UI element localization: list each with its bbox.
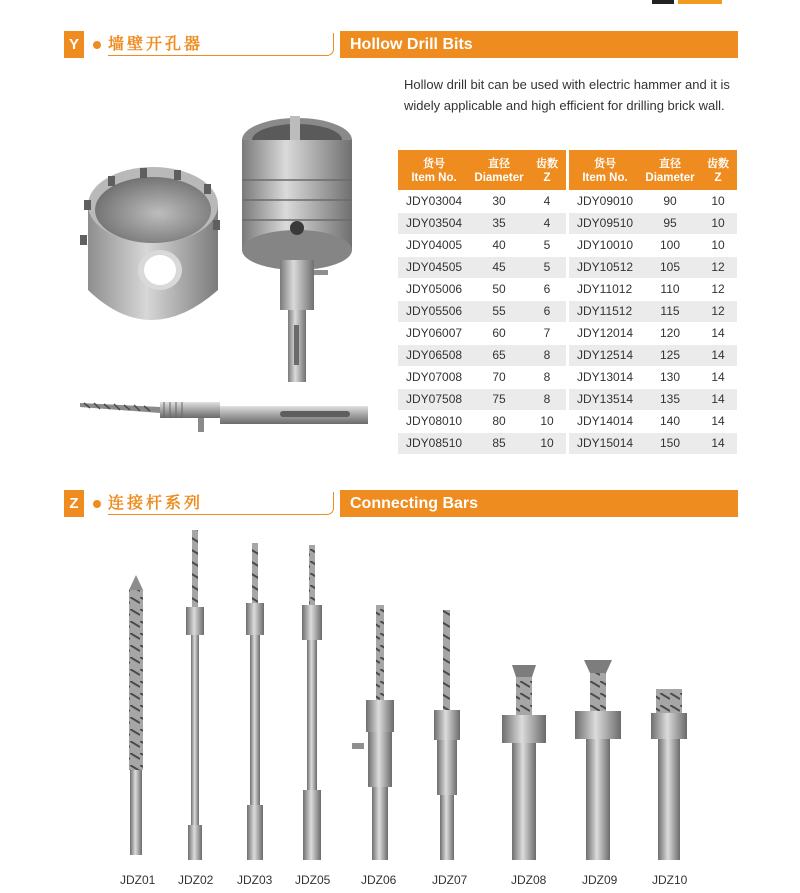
col-header-teeth: 齿数 Z bbox=[699, 150, 737, 190]
cell-teeth: 12 bbox=[699, 256, 737, 278]
cell-item: JDY05006 bbox=[398, 278, 470, 300]
table-row bbox=[569, 234, 737, 256]
table-row bbox=[398, 300, 566, 322]
table-header-row bbox=[398, 150, 566, 190]
cell-diameter: 65 bbox=[470, 344, 528, 366]
cell-item: JDY08510 bbox=[398, 432, 470, 454]
section-title-cn: 连接杆系列 bbox=[108, 493, 204, 512]
cell-item: JDY10010 bbox=[569, 234, 641, 256]
cell-teeth: 8 bbox=[528, 388, 566, 410]
table-header-row bbox=[569, 150, 737, 190]
cell-diameter: 75 bbox=[470, 388, 528, 410]
cell-diameter: 70 bbox=[470, 366, 528, 388]
table-row bbox=[569, 322, 737, 344]
bar-jdz02 bbox=[186, 530, 204, 860]
cell-teeth: 10 bbox=[528, 432, 566, 454]
cell-item: JDY06508 bbox=[398, 344, 470, 366]
cell-teeth: 5 bbox=[528, 256, 566, 278]
bar-label: JDZ02 bbox=[178, 873, 214, 887]
table-row bbox=[569, 190, 737, 212]
bar-label: JDZ03 bbox=[237, 873, 273, 887]
cell-item: JDY09510 bbox=[569, 212, 641, 234]
cell-item: JDY13514 bbox=[569, 388, 641, 410]
cell-diameter: 50 bbox=[470, 278, 528, 300]
bar-jdz09 bbox=[575, 660, 621, 860]
cell-item: JDY11012 bbox=[569, 278, 641, 300]
col-header-teeth: 齿数 Z bbox=[528, 150, 566, 190]
cell-diameter: 60 bbox=[470, 322, 528, 344]
table-row bbox=[398, 410, 566, 432]
cell-diameter: 100 bbox=[641, 234, 699, 256]
cell-teeth: 4 bbox=[528, 190, 566, 212]
cell-teeth: 14 bbox=[699, 366, 737, 388]
cell-item: JDY04505 bbox=[398, 256, 470, 278]
bar-jdz01 bbox=[129, 575, 143, 855]
bar-label: JDZ09 bbox=[582, 873, 618, 887]
cell-diameter: 105 bbox=[641, 256, 699, 278]
section-title-bar bbox=[340, 31, 738, 58]
cell-item: JDY06007 bbox=[398, 322, 470, 344]
cell-item: JDY14014 bbox=[569, 410, 641, 432]
section-header-hollow-drill-bits bbox=[64, 31, 738, 58]
connecting-bars-photo bbox=[0, 525, 800, 870]
section-letter: Z bbox=[64, 490, 84, 517]
cell-teeth: 4 bbox=[528, 212, 566, 234]
table-row bbox=[569, 278, 737, 300]
cell-item: JDY07008 bbox=[398, 366, 470, 388]
bar-label: JDZ06 bbox=[361, 873, 397, 887]
table-row bbox=[569, 300, 737, 322]
bar-jdz10 bbox=[651, 689, 687, 860]
cell-item: JDY10512 bbox=[569, 256, 641, 278]
cell-teeth: 6 bbox=[528, 300, 566, 322]
cell-diameter: 115 bbox=[641, 300, 699, 322]
cell-item: JDY09010 bbox=[569, 190, 641, 212]
cell-teeth: 14 bbox=[699, 322, 737, 344]
table-row bbox=[398, 212, 566, 234]
bar-jdz06 bbox=[352, 605, 394, 860]
bar-label: JDZ07 bbox=[432, 873, 468, 887]
cell-item: JDY15014 bbox=[569, 432, 641, 454]
cell-diameter: 120 bbox=[641, 322, 699, 344]
cell-teeth: 12 bbox=[699, 278, 737, 300]
hollow-bit-assembled-photo bbox=[232, 110, 362, 390]
bar-jdz07 bbox=[434, 610, 460, 860]
cell-teeth: 14 bbox=[699, 410, 737, 432]
table-row bbox=[398, 256, 566, 278]
top-edge-mark bbox=[652, 0, 722, 4]
col-header-diameter: 直径 Diameter bbox=[641, 150, 699, 190]
cell-teeth: 14 bbox=[699, 344, 737, 366]
cell-diameter: 150 bbox=[641, 432, 699, 454]
table-row bbox=[398, 234, 566, 256]
cell-diameter: 85 bbox=[470, 432, 528, 454]
bar-label: JDZ05 bbox=[295, 873, 331, 887]
cell-teeth: 6 bbox=[528, 278, 566, 300]
cell-diameter: 30 bbox=[470, 190, 528, 212]
bar-jdz05 bbox=[302, 545, 322, 860]
table-row bbox=[398, 190, 566, 212]
cell-diameter: 45 bbox=[470, 256, 528, 278]
cell-diameter: 55 bbox=[470, 300, 528, 322]
cell-item: JDY08010 bbox=[398, 410, 470, 432]
table-row bbox=[398, 322, 566, 344]
section-letter: Y bbox=[64, 31, 84, 58]
section-title-en: Connecting Bars bbox=[350, 495, 479, 512]
table-row bbox=[398, 366, 566, 388]
cell-item: JDY11512 bbox=[569, 300, 641, 322]
cell-item: JDY03004 bbox=[398, 190, 470, 212]
hollow-bit-open-photo bbox=[70, 160, 230, 345]
cell-teeth: 10 bbox=[699, 212, 737, 234]
cell-teeth: 14 bbox=[699, 432, 737, 454]
cell-item: JDY07508 bbox=[398, 388, 470, 410]
bar-label: JDZ01 bbox=[120, 873, 156, 887]
table-row bbox=[569, 344, 737, 366]
cell-diameter: 35 bbox=[470, 212, 528, 234]
col-header-diameter: 直径 Diameter bbox=[470, 150, 528, 190]
table-row bbox=[398, 432, 566, 454]
cell-item: JDY04005 bbox=[398, 234, 470, 256]
spec-table-right bbox=[569, 150, 737, 455]
cell-item: JDY12514 bbox=[569, 344, 641, 366]
cell-diameter: 40 bbox=[470, 234, 528, 256]
table-row bbox=[569, 256, 737, 278]
bar-label: JDZ10 bbox=[652, 873, 688, 887]
cell-diameter: 90 bbox=[641, 190, 699, 212]
cell-teeth: 10 bbox=[699, 190, 737, 212]
section-header-connecting-bars bbox=[64, 490, 738, 517]
cell-diameter: 140 bbox=[641, 410, 699, 432]
cell-diameter: 130 bbox=[641, 366, 699, 388]
product-description: Hollow drill bit can be used with electric hammer and it is widely applicable and high efficient for drilling brick wall. bbox=[404, 77, 730, 113]
cell-teeth: 7 bbox=[528, 322, 566, 344]
table-row bbox=[398, 388, 566, 410]
bar-jdz03 bbox=[246, 543, 264, 860]
bullet-dot-icon bbox=[93, 500, 101, 508]
cell-item: JDY12014 bbox=[569, 322, 641, 344]
cell-item: JDY05506 bbox=[398, 300, 470, 322]
cell-teeth: 10 bbox=[528, 410, 566, 432]
bar-label: JDZ08 bbox=[511, 873, 547, 887]
section-title-cn: 墙壁开孔器 bbox=[108, 34, 204, 53]
cell-diameter: 80 bbox=[470, 410, 528, 432]
cell-diameter: 135 bbox=[641, 388, 699, 410]
cell-teeth: 5 bbox=[528, 234, 566, 256]
bar-jdz08 bbox=[502, 665, 546, 860]
cell-teeth: 10 bbox=[699, 234, 737, 256]
table-row bbox=[398, 344, 566, 366]
table-row bbox=[569, 366, 737, 388]
table-row bbox=[398, 278, 566, 300]
connecting-shank-photo bbox=[80, 390, 370, 438]
spec-table-left bbox=[398, 150, 566, 455]
cell-item: JDY03504 bbox=[398, 212, 470, 234]
cell-teeth: 14 bbox=[699, 388, 737, 410]
cell-item: JDY13014 bbox=[569, 366, 641, 388]
section-title-bar bbox=[340, 490, 738, 517]
cell-teeth: 8 bbox=[528, 344, 566, 366]
cell-diameter: 95 bbox=[641, 212, 699, 234]
table-row bbox=[569, 432, 737, 454]
table-row bbox=[569, 212, 737, 234]
table-row bbox=[569, 388, 737, 410]
cell-diameter: 110 bbox=[641, 278, 699, 300]
table-row bbox=[569, 410, 737, 432]
cell-teeth: 8 bbox=[528, 366, 566, 388]
bullet-dot-icon bbox=[93, 41, 101, 49]
col-header-item: 货号 Item No. bbox=[398, 150, 470, 190]
col-header-item: 货号 Item No. bbox=[569, 150, 641, 190]
section-title-en: Hollow Drill Bits bbox=[350, 36, 473, 53]
cell-teeth: 12 bbox=[699, 300, 737, 322]
cell-diameter: 125 bbox=[641, 344, 699, 366]
